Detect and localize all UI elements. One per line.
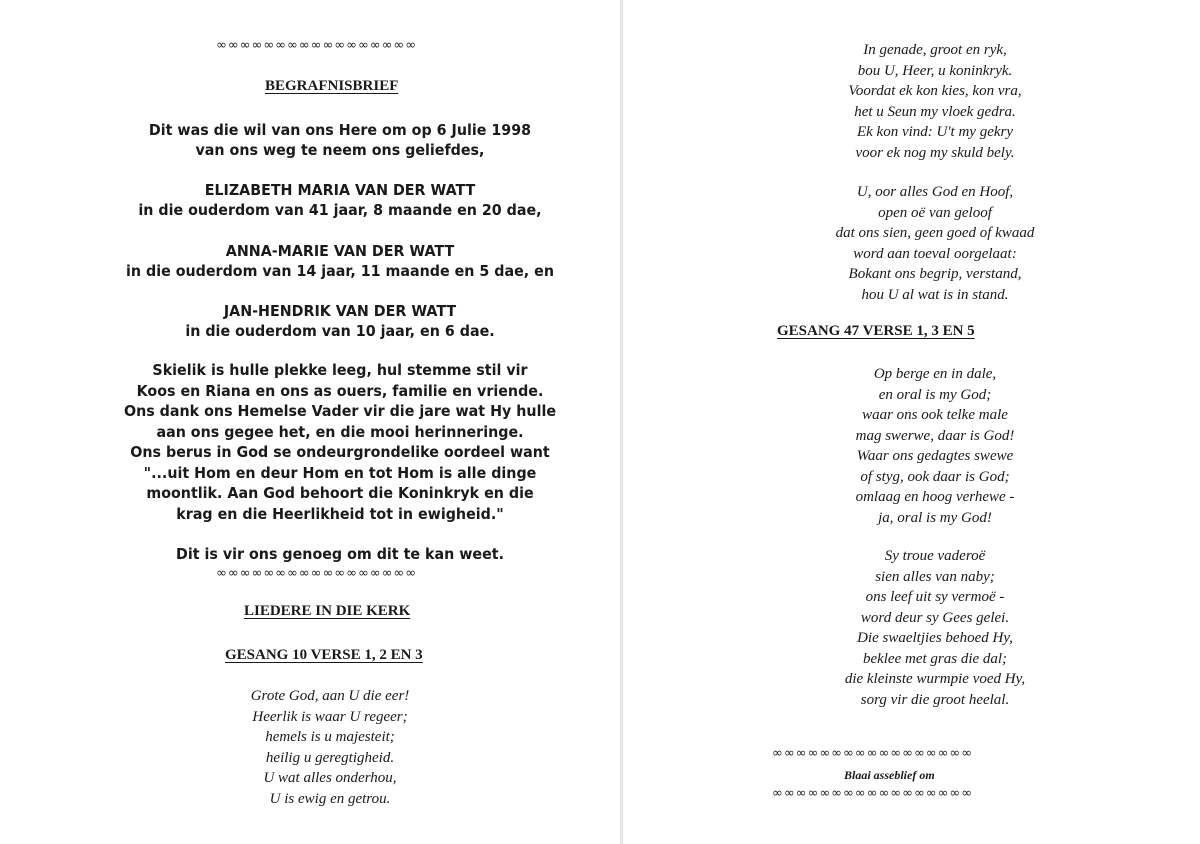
person-3	[27, 301, 653, 341]
hymn-10-verse-continued-1	[770, 40, 1100, 163]
message-line: Ons berus in God se ondeurgrondelike oordeel want	[130, 443, 550, 461]
person-age: in die ouderdom van 10 jaar, en 6 dae.	[185, 322, 495, 340]
intro-line: van ons weg te neem ons geliefdes,	[195, 141, 485, 159]
message-line: Skielik is hulle plekke leeg, hul stemme stil vir	[152, 361, 528, 379]
verse-line: bou U, Heer, u koninkryk.	[857, 62, 1013, 79]
person-age: in die ouderdom van 14 jaar, 11 maande en 5 dae, en	[125, 262, 555, 280]
verse-line: Waar ons gedagtes swewe	[856, 448, 1014, 464]
intro-text	[27, 120, 653, 160]
verse-line: word deur sy Gees gelei.	[860, 609, 1010, 626]
ornament-divider-top: ∞∞∞∞∞∞∞∞∞∞∞∞∞∞∞∞∞	[216, 38, 418, 53]
verse-line: Ek kon vind: U't my gekry	[856, 124, 1014, 140]
verse-line: omlaag en hoog verhewe -	[855, 489, 1015, 505]
verse-line: mag swerwe, daar is God!	[855, 427, 1015, 444]
intro-line: Dit was die wil van ons Here om op 6 Julie 1998	[148, 121, 532, 139]
verse-line: Voordat ek kon kies, kon vra,	[848, 83, 1022, 99]
verse-line: word aan toeval oorgelaat:	[853, 245, 1017, 262]
hymn-47-verse-2	[770, 546, 1100, 710]
verse-line: dat ons sien, geen goed of kwaad	[835, 225, 1035, 241]
verse-line: Heerlik is waar U regeer;	[252, 708, 408, 725]
message-line: Koos en Riana en ons as ouers, familie en vriende.	[136, 381, 544, 400]
verse-line: of styg, ook daar is God;	[860, 468, 1010, 485]
page-title: BEGRAFNISBRIEF	[265, 78, 399, 94]
person-2	[27, 241, 653, 281]
verse-line: U is ewig en getrou.	[269, 790, 391, 807]
ornament-divider-middle: ∞∞∞∞∞∞∞∞∞∞∞∞∞∞∞∞∞	[216, 566, 418, 581]
message-line: moontlik. Aan God behoort die Koninkryk en die	[146, 484, 534, 502]
person-name: ANNA-MARIE VAN DER WATT	[225, 242, 455, 260]
hymn-10-heading: GESANG 10 VERSE 1, 2 EN 3	[225, 647, 423, 663]
verse-line: In genade, groot en ryk,	[863, 42, 1007, 58]
verse-line: en oral is my God;	[878, 386, 992, 403]
person-1	[27, 180, 653, 220]
right-page	[620, 0, 1200, 844]
verse-line: ons leef uit sy vermoë -	[865, 589, 1005, 605]
verse-line: sien alles van naby;	[875, 568, 995, 585]
songs-heading: LIEDERE IN DIE KERK	[244, 603, 411, 619]
verse-line: Die swaeltjies behoed Hy,	[857, 630, 1013, 646]
person-name: JAN-HENDRIK VAN DER WATT	[223, 302, 457, 320]
verse-line: die kleinste wurmpie voed Hy,	[844, 671, 1026, 687]
verse-line: Op berge en in dale,	[873, 366, 997, 382]
person-age: in die ouderdom van 41 jaar, 8 maande en 20 dae,	[138, 201, 542, 219]
verse-line: hemels is u majesteit;	[265, 729, 395, 745]
turn-page-note: Blaai asseblief om	[844, 768, 935, 782]
closing-line: Dit is vir ons genoeg om dit te kan weet.	[175, 545, 505, 563]
hymn-47-verse-1	[770, 364, 1100, 528]
verse-line: U wat alles onderhou,	[263, 770, 397, 786]
ornament-divider-bottom: ∞∞∞∞∞∞∞∞∞∞∞∞∞∞∞∞∞	[772, 746, 974, 761]
hymn-10-verse	[200, 686, 460, 809]
verse-line: U, oor alles God en Hoof,	[856, 184, 1014, 200]
verse-line: sorg vir die groot heelal.	[860, 691, 1010, 708]
verse-line: Sy troue vaderoë	[884, 548, 986, 564]
verse-line: het u Seun my vloek gedra.	[854, 103, 1016, 120]
verse-line: open oë van geloof	[878, 204, 992, 221]
verse-line: hou U al wat is in stand.	[861, 286, 1009, 303]
hymn-10-verse-continued-2	[770, 182, 1100, 305]
ornament-divider-final: ∞∞∞∞∞∞∞∞∞∞∞∞∞∞∞∞∞	[772, 786, 974, 801]
verse-line: ja, oral is my God!	[878, 509, 992, 526]
verse-line: beklee met gras die dal;	[862, 650, 1008, 667]
verse-line: voor ek nog my skuld bely.	[855, 144, 1015, 161]
message-line: Ons dank ons Hemelse Vader vir die jare wat Hy hulle	[123, 402, 557, 420]
verse-line: heilig u geregtigheid.	[265, 749, 395, 766]
memorial-message	[27, 360, 653, 524]
verse-line: Grote God, aan U die eer!	[250, 688, 410, 704]
hymn-47-heading: GESANG 47 VERSE 1, 3 EN 5	[777, 323, 975, 339]
message-line: krag en die Heerlikheid tot in ewigheid."	[176, 504, 504, 523]
message-line: aan ons gegee het, en die mooi herinneringe.	[156, 422, 524, 441]
person-name: ELIZABETH MARIA VAN DER WATT	[204, 181, 476, 199]
verse-line: Bokant ons begrip, verstand,	[848, 266, 1022, 282]
message-line: "...uit Hom en deur Hom en tot Hom is alle dinge	[143, 463, 537, 482]
verse-line: waar ons ook telke male	[862, 407, 1008, 423]
